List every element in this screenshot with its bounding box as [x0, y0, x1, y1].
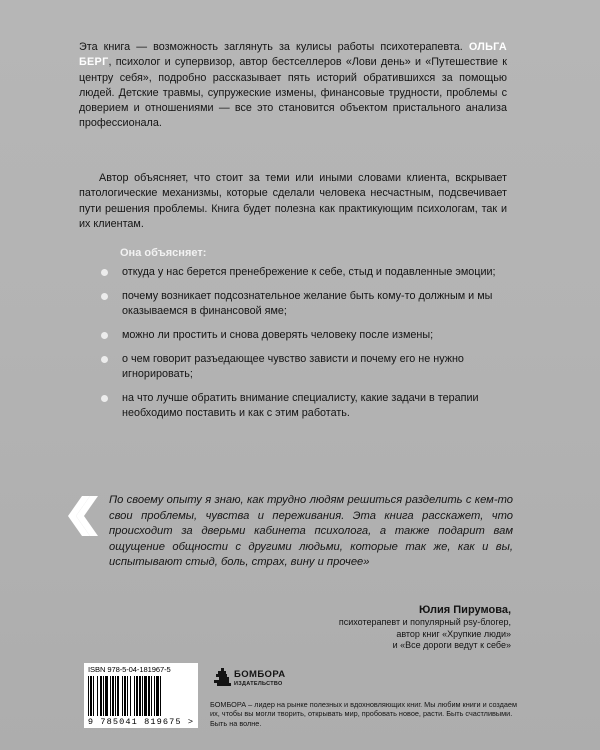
quote-author-name: Юлия Пирумова,	[418, 604, 511, 616]
isbn-label: ISBN 978-5-04-181967-5	[88, 665, 171, 674]
barcode	[84, 663, 198, 728]
author-name-highlight: ОЛЬГА БЕРГ	[79, 41, 508, 69]
quote-author	[339, 603, 511, 652]
barcode-stripe	[110, 676, 111, 716]
bullet-icon	[101, 332, 108, 339]
quote-author-line: и «Все дороги ведут к себе»	[392, 640, 511, 650]
second-paragraph: Автор объясняет, что стоит за теми или иными словами клиента, вскрывает патологические механизмы, которые сделали человека несчастным, подсвечивает пути решения проблемы. Книга будет полезна как практикующим психологам, так и их клиентам.	[79, 172, 507, 230]
publisher-logo-sub: ИЗДАТЕЛЬСТВО	[234, 681, 283, 687]
ean-digits: 9 785041 819675 >	[87, 717, 195, 727]
list-item-text: можно ли простить и снова доверять человеку после измены;	[122, 328, 434, 341]
barcode-stripe	[144, 676, 147, 716]
quote-author-line: психотерапевт и популярный psy-блогер,	[338, 617, 511, 627]
list-item	[100, 391, 500, 422]
barcode-stripe	[160, 676, 161, 716]
barcode-stripe	[154, 676, 155, 716]
intro-paragraph	[79, 40, 507, 132]
barcode-stripe	[117, 676, 119, 716]
barcode-stripe	[100, 676, 102, 716]
list-item-text: откуда у нас берется пренебрежение к себе, стыд и подавленные эмоции;	[122, 266, 496, 278]
barcode-stripe	[103, 676, 104, 716]
barcode-stripe	[148, 676, 150, 716]
barcode-stripe	[122, 676, 123, 716]
list-item	[100, 265, 500, 280]
barcode-stripe	[124, 676, 126, 716]
quote-author-line: автор книг «Хрупкие люди»	[396, 628, 511, 639]
intro-text-before: Эта книга — возможность заглянуть за кулисы работы психотерапевта.	[79, 41, 463, 53]
intro-text-after: , психолог и супервизор, автор бестселлеров «Лови день» и «Путешествие к центру себя», подробно рассказывает пять историй обратившихся за помощью людей. Детские травмы, супружеские измены, финансовые трудности, проблемы с доверием и отношениями — все это становится объектом пристального анализа профессионала.	[79, 56, 507, 130]
publisher-logo-name: БОМБОРА	[234, 669, 286, 680]
barcode-stripe	[97, 676, 98, 716]
barcode-stripe	[136, 676, 138, 716]
barcode-stripe	[112, 676, 114, 716]
review-quote: По своему опыту я знаю, как трудно людям решиться разделить с кем-то свои проблемы, чувства и переживания. Эта книга расскажет, что происходит за дверьми кабинета психолога, а также подарит вам ощущение общности с другими людьми, которые так же, как и вы, испытывают стыд, боль, страх, вину и прочее»	[109, 494, 513, 569]
barcode-stripe	[90, 676, 92, 716]
bullet-icon	[101, 293, 108, 300]
bombora-logo-icon	[214, 668, 232, 688]
barcode-bars	[88, 676, 194, 716]
barcode-stripe	[151, 676, 152, 716]
barcode-stripe	[142, 676, 143, 716]
bullet-icon	[101, 395, 108, 402]
list-item	[100, 289, 500, 320]
barcode-stripe	[139, 676, 141, 716]
list-item	[100, 328, 500, 343]
barcode-stripe	[115, 676, 116, 716]
barcode-stripe	[156, 676, 159, 716]
barcode-stripe	[134, 676, 135, 716]
barcode-stripe	[127, 676, 128, 716]
explains-list	[100, 265, 500, 430]
list-item-text: на что лучше обратить внимание специалисту, какие задачи в терапии необходимо поставить и как с этим работать.	[122, 391, 479, 420]
list-title: Она объясняет:	[120, 247, 207, 259]
barcode-stripe	[130, 676, 131, 716]
list-item-text: о чем говорит разъедающее чувство зависти и почему его не нужно игнорировать;	[122, 352, 464, 380]
barcode-stripe	[105, 676, 108, 716]
list-item-text: почему возникает подсознательное желание быть кому-то должным и мы оказываемся в финансовой яме;	[122, 289, 493, 318]
list-item	[100, 352, 500, 383]
barcode-stripe	[93, 676, 94, 716]
bullet-icon	[101, 269, 108, 276]
quote-mark-icon	[66, 494, 100, 538]
barcode-stripe	[88, 676, 89, 716]
publisher-description: БОМБОРА – лидер на рынке полезных и вдохновляющих книг. Мы любим книги и создаем их, чтобы вы могли творить, открывать мир, пробовать новое, расти. Быть счастливыми. Быть на волне.	[210, 700, 518, 728]
bullet-icon	[101, 356, 108, 363]
